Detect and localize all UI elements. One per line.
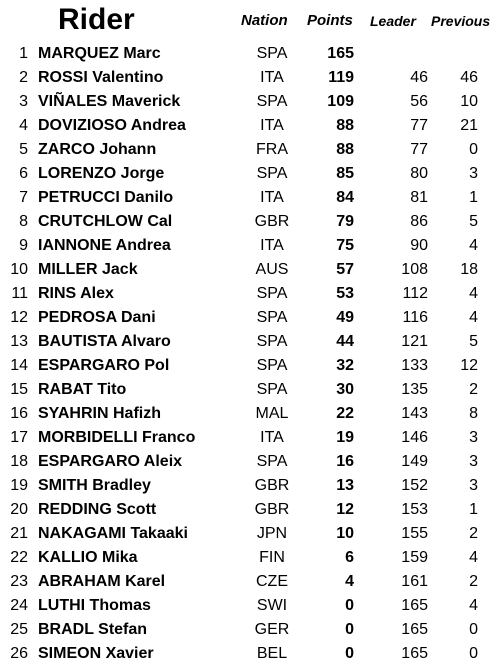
rider-points: 49 bbox=[336, 309, 354, 326]
rider-nation: GBR bbox=[254, 213, 290, 230]
rider-nation: SPA bbox=[256, 309, 288, 326]
rider-position: 14 bbox=[10, 357, 28, 374]
gap-to-leader: 149 bbox=[401, 453, 428, 470]
rider-name: SYAHRIN Hafizh bbox=[38, 405, 161, 422]
rider-position: 1 bbox=[19, 45, 28, 62]
rider-name: ESPARGARO Pol bbox=[38, 357, 170, 374]
rider-nation: ITA bbox=[260, 117, 284, 134]
table-row bbox=[0, 618, 502, 642]
rider-points: 53 bbox=[336, 285, 354, 302]
rider-points: 0 bbox=[345, 645, 354, 662]
rider-points: 88 bbox=[336, 141, 354, 158]
gap-to-previous: 5 bbox=[469, 333, 478, 350]
rider-points: 0 bbox=[345, 621, 354, 638]
standings-header bbox=[0, 0, 502, 40]
gap-to-leader: 133 bbox=[401, 357, 428, 374]
rider-name: RABAT Tito bbox=[38, 381, 127, 398]
gap-to-previous: 4 bbox=[469, 237, 478, 254]
rider-name: RINS Alex bbox=[38, 285, 114, 302]
table-row bbox=[0, 234, 502, 258]
rider-name: BRADL Stefan bbox=[38, 621, 148, 638]
gap-to-leader: 86 bbox=[410, 213, 428, 230]
table-row bbox=[0, 522, 502, 546]
gap-to-leader: 56 bbox=[410, 93, 428, 110]
gap-to-previous: 1 bbox=[469, 189, 478, 206]
rider-position: 12 bbox=[10, 309, 28, 326]
rider-nation: ITA bbox=[260, 429, 284, 446]
table-row bbox=[0, 426, 502, 450]
table-row bbox=[0, 570, 502, 594]
table-row bbox=[0, 90, 502, 114]
gap-to-previous: 0 bbox=[469, 141, 478, 158]
rider-position: 21 bbox=[10, 525, 28, 542]
gap-to-leader: 165 bbox=[401, 645, 428, 662]
table-row bbox=[0, 210, 502, 234]
rider-position: 11 bbox=[11, 285, 28, 302]
table-row bbox=[0, 354, 502, 378]
gap-to-leader: 152 bbox=[401, 477, 428, 494]
rider-points: 32 bbox=[336, 357, 354, 374]
gap-to-previous: 18 bbox=[460, 261, 478, 278]
gap-to-leader: 77 bbox=[410, 117, 428, 134]
gap-to-previous: 10 bbox=[460, 93, 478, 110]
rider-name: BAUTISTA Alvaro bbox=[38, 333, 171, 350]
rider-nation: FRA bbox=[256, 141, 288, 158]
rider-position: 20 bbox=[10, 501, 28, 518]
table-row bbox=[0, 114, 502, 138]
table-row bbox=[0, 66, 502, 90]
gap-to-previous: 2 bbox=[469, 573, 478, 590]
gap-to-leader: 46 bbox=[410, 69, 428, 86]
gap-to-leader: 121 bbox=[401, 333, 428, 350]
gap-to-previous: 21 bbox=[460, 117, 478, 134]
rider-position: 25 bbox=[10, 621, 28, 638]
table-row bbox=[0, 450, 502, 474]
rider-position: 23 bbox=[10, 573, 28, 590]
gap-to-leader: 165 bbox=[401, 597, 428, 614]
gap-to-leader: 143 bbox=[401, 405, 428, 422]
rider-points: 16 bbox=[336, 453, 354, 470]
gap-to-previous: 1 bbox=[469, 501, 478, 518]
table-row bbox=[0, 546, 502, 570]
table-row bbox=[0, 642, 502, 666]
gap-to-previous: 3 bbox=[469, 165, 478, 182]
rider-points: 19 bbox=[336, 429, 354, 446]
gap-to-leader: 146 bbox=[401, 429, 428, 446]
rider-name: VIÑALES Maverick bbox=[38, 93, 181, 110]
rider-name: ZARCO Johann bbox=[38, 141, 157, 158]
leader-column-header: Leader bbox=[370, 13, 416, 29]
rider-name: LORENZO Jorge bbox=[38, 165, 165, 182]
table-row bbox=[0, 282, 502, 306]
rider-points: 88 bbox=[336, 117, 354, 134]
rider-points: 0 bbox=[345, 597, 354, 614]
rider-name: MORBIDELLI Franco bbox=[38, 429, 196, 446]
gap-to-leader: 116 bbox=[402, 309, 428, 326]
rider-position: 2 bbox=[19, 69, 28, 86]
rider-name: ROSSI Valentino bbox=[38, 69, 164, 86]
rider-nation: SPA bbox=[256, 93, 288, 110]
rider-name: MARQUEZ Marc bbox=[38, 45, 161, 62]
rider-nation: SWI bbox=[256, 597, 288, 614]
rider-points: 85 bbox=[336, 165, 354, 182]
rider-name: PEDROSA Dani bbox=[38, 309, 156, 326]
rider-nation: GER bbox=[254, 621, 290, 638]
table-row bbox=[0, 186, 502, 210]
gap-to-leader: 90 bbox=[410, 237, 428, 254]
rider-position: 18 bbox=[10, 453, 28, 470]
gap-to-previous: 0 bbox=[469, 645, 478, 662]
gap-to-leader: 153 bbox=[401, 501, 428, 518]
rider-position: 3 bbox=[19, 93, 28, 110]
table-row bbox=[0, 402, 502, 426]
rider-position: 8 bbox=[19, 213, 28, 230]
rider-position: 17 bbox=[10, 429, 28, 446]
rider-nation: SPA bbox=[256, 45, 288, 62]
gap-to-previous: 12 bbox=[460, 357, 478, 374]
table-row bbox=[0, 258, 502, 282]
rider-nation: JPN bbox=[256, 525, 288, 542]
rider-column-header: Rider bbox=[58, 3, 135, 36]
rider-points: 13 bbox=[336, 477, 354, 494]
table-row bbox=[0, 594, 502, 618]
rider-nation: ITA bbox=[260, 237, 284, 254]
table-row bbox=[0, 474, 502, 498]
standings-table bbox=[0, 42, 502, 666]
rider-name: MILLER Jack bbox=[38, 261, 138, 278]
gap-to-previous: 3 bbox=[469, 429, 478, 446]
rider-points: 75 bbox=[336, 237, 354, 254]
rider-name: SMITH Bradley bbox=[38, 477, 151, 494]
rider-name: SIMEON Xavier bbox=[38, 645, 154, 662]
rider-name: DOVIZIOSO Andrea bbox=[38, 117, 186, 134]
gap-to-previous: 8 bbox=[469, 405, 478, 422]
rider-position: 13 bbox=[10, 333, 28, 350]
rider-position: 19 bbox=[10, 477, 28, 494]
rider-points: 4 bbox=[345, 573, 354, 590]
table-row bbox=[0, 42, 502, 66]
rider-nation: SPA bbox=[256, 333, 288, 350]
rider-points: 12 bbox=[336, 501, 354, 518]
rider-position: 4 bbox=[19, 117, 28, 134]
gap-to-leader: 159 bbox=[401, 549, 428, 566]
rider-position: 26 bbox=[10, 645, 28, 662]
rider-nation: SPA bbox=[256, 285, 288, 302]
gap-to-leader: 161 bbox=[401, 573, 428, 590]
gap-to-leader: 77 bbox=[410, 141, 428, 158]
gap-to-previous: 0 bbox=[469, 621, 478, 638]
gap-to-leader: 80 bbox=[410, 165, 428, 182]
rider-position: 15 bbox=[10, 381, 28, 398]
rider-nation: SPA bbox=[256, 381, 288, 398]
rider-position: 9 bbox=[19, 237, 28, 254]
rider-nation: ITA bbox=[260, 189, 284, 206]
rider-points: 79 bbox=[336, 213, 354, 230]
rider-position: 22 bbox=[10, 549, 28, 566]
rider-name: ESPARGARO Aleix bbox=[38, 453, 183, 470]
gap-to-leader: 135 bbox=[401, 381, 428, 398]
rider-nation: FIN bbox=[259, 549, 285, 566]
nation-column-header: Nation bbox=[241, 12, 288, 29]
table-row bbox=[0, 306, 502, 330]
rider-points: 165 bbox=[327, 45, 354, 62]
rider-nation: SPA bbox=[256, 453, 288, 470]
rider-position: 7 bbox=[19, 189, 28, 206]
rider-points: 109 bbox=[327, 93, 354, 110]
rider-nation: AUS bbox=[255, 261, 289, 278]
rider-nation: GBR bbox=[254, 477, 290, 494]
rider-name: CRUTCHLOW Cal bbox=[38, 213, 173, 230]
rider-position: 16 bbox=[10, 405, 28, 422]
gap-to-previous: 46 bbox=[460, 69, 478, 86]
rider-points: 30 bbox=[336, 381, 354, 398]
gap-to-leader: 112 bbox=[402, 285, 428, 302]
rider-points: 44 bbox=[336, 333, 354, 350]
rider-nation: GBR bbox=[254, 501, 290, 518]
rider-points: 10 bbox=[336, 525, 354, 542]
gap-to-previous: 3 bbox=[469, 477, 478, 494]
gap-to-leader: 108 bbox=[401, 261, 428, 278]
rider-nation: CZE bbox=[256, 573, 288, 590]
rider-points: 22 bbox=[336, 405, 354, 422]
rider-name: KALLIO Mika bbox=[38, 549, 138, 566]
gap-to-previous: 3 bbox=[469, 453, 478, 470]
table-row bbox=[0, 162, 502, 186]
gap-to-leader: 81 bbox=[410, 189, 428, 206]
rider-points: 119 bbox=[328, 69, 354, 86]
rider-position: 10 bbox=[10, 261, 28, 278]
rider-name: ABRAHAM Karel bbox=[38, 573, 166, 590]
rider-name: PETRUCCI Danilo bbox=[38, 189, 174, 206]
rider-name: NAKAGAMI Takaaki bbox=[38, 525, 188, 542]
rider-position: 5 bbox=[19, 141, 28, 158]
rider-nation: BEL bbox=[256, 645, 288, 662]
gap-to-previous: 4 bbox=[469, 309, 478, 326]
gap-to-previous: 2 bbox=[469, 381, 478, 398]
gap-to-previous: 2 bbox=[469, 525, 478, 542]
rider-position: 24 bbox=[10, 597, 28, 614]
rider-position: 6 bbox=[19, 165, 28, 182]
gap-to-previous: 4 bbox=[469, 549, 478, 566]
rider-name: REDDING Scott bbox=[38, 501, 157, 518]
gap-to-previous: 5 bbox=[469, 213, 478, 230]
table-row bbox=[0, 498, 502, 522]
rider-nation: SPA bbox=[256, 165, 288, 182]
rider-points: 57 bbox=[336, 261, 354, 278]
rider-name: LUTHI Thomas bbox=[38, 597, 151, 614]
rider-points: 84 bbox=[336, 189, 354, 206]
rider-name: IANNONE Andrea bbox=[38, 237, 171, 254]
points-column-header: Points bbox=[307, 12, 353, 29]
previous-column-header: Previous bbox=[431, 13, 491, 29]
rider-nation: MAL bbox=[255, 405, 289, 422]
gap-to-leader: 165 bbox=[401, 621, 428, 638]
gap-to-leader: 155 bbox=[401, 525, 428, 542]
table-row bbox=[0, 378, 502, 402]
rider-nation: ITA bbox=[260, 69, 284, 86]
gap-to-previous: 4 bbox=[469, 597, 478, 614]
table-row bbox=[0, 138, 502, 162]
rider-nation: SPA bbox=[256, 357, 288, 374]
table-row bbox=[0, 330, 502, 354]
rider-points: 6 bbox=[345, 549, 354, 566]
gap-to-previous: 4 bbox=[469, 285, 478, 302]
